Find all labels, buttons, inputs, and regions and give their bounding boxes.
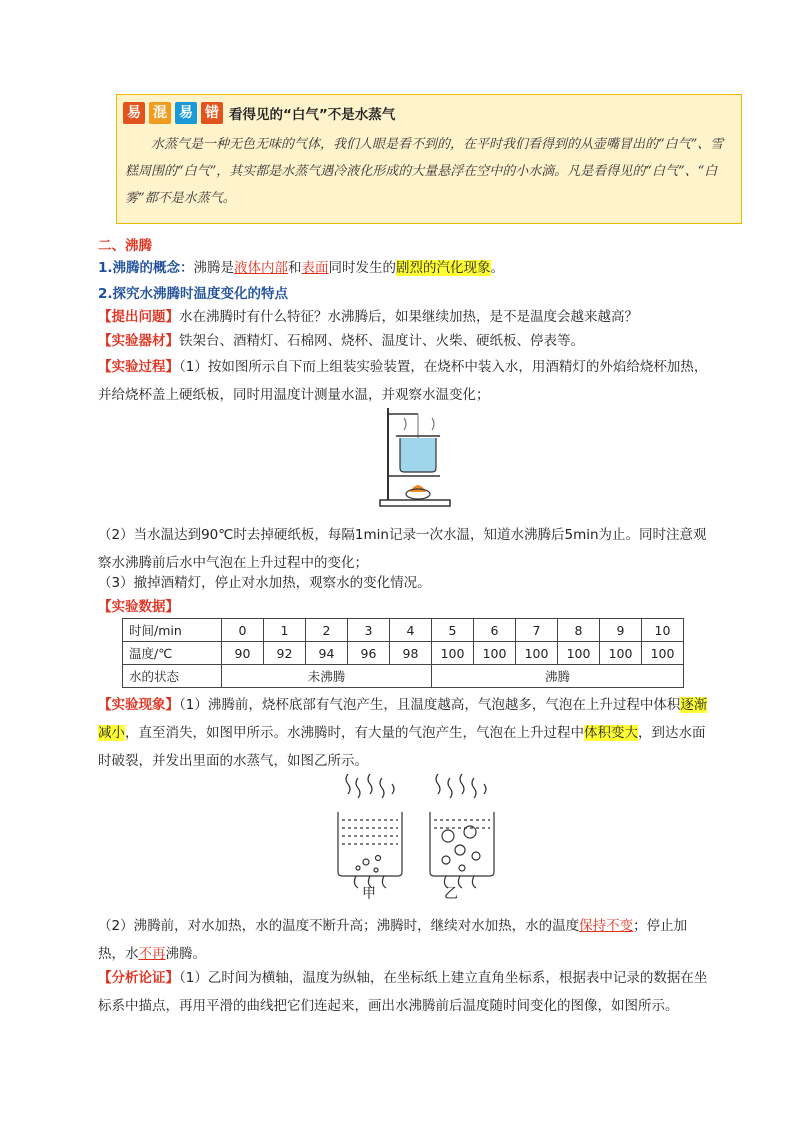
concept-line	[98, 254, 708, 282]
phenomenon-p2-underline-1: 保持不变	[579, 918, 634, 934]
phenomenon-highlight-1: 逐渐减小	[98, 697, 708, 741]
table-cell: 4	[390, 619, 432, 642]
callout-box	[116, 94, 742, 224]
equipment-text: 铁架台、酒精灯、石棉网、烧杯、温度计、火柴、硬纸板、停表等。	[179, 333, 584, 349]
table-cell: 96	[348, 642, 390, 665]
phenomenon-p2-text-2: ；停止加热，水	[98, 918, 688, 962]
callout-text: 水蒸气是一种无色无味的气体，我们人眼是看不到的，在平时我们看得到的从壶嘴冒出的“白气”、雪糕周围的“白气”，其实都是水蒸气遇冷液化形成的大量悬浮在空中的小水滴。凡是看得见的“白气”、“白雾”都不是水蒸气。	[125, 137, 724, 206]
state-before: 未沸腾	[222, 665, 432, 688]
bubble-figures	[330, 772, 500, 902]
concept-text-3: 同时发生的	[328, 260, 397, 276]
explore-title: 2.探究水沸腾时温度变化的特点	[98, 286, 289, 302]
process-tag: 【实验过程】	[98, 359, 179, 375]
process-step2: （2）当水温达到90℃时去掉硬纸板，每隔1min记录一次水温，知道水沸腾后5min为止。同时注意观察水沸腾前后水中气泡在上升过程中的变化；	[98, 527, 707, 571]
figure-label-a: 甲	[362, 886, 376, 902]
table-cell: 92	[264, 642, 306, 665]
data-tag-line	[98, 593, 708, 621]
table-cell: 100	[558, 642, 600, 665]
table-cell: 1	[264, 619, 306, 642]
badge-hun: 混	[149, 102, 171, 124]
table-cell: 100	[516, 642, 558, 665]
phenomenon-tag: 【实验现象】	[98, 697, 179, 713]
phenomenon-p2-text-1: （2）沸腾前，对水加热，水的温度不断升高；沸腾时，继续对水加热，水的温度	[98, 918, 580, 934]
table-cell: 9	[600, 619, 642, 642]
table-row	[123, 619, 684, 642]
equipment-line	[98, 327, 708, 355]
analysis-tag: 【分析论证】	[98, 970, 179, 986]
table-cell: 3	[348, 619, 390, 642]
section-title: 二、沸腾	[98, 238, 152, 254]
concept-text-4: 。	[490, 260, 505, 276]
concept-underline-1: 液体内部	[234, 260, 289, 276]
table-cell: 90	[222, 642, 264, 665]
phenomenon-highlight-2: 体积变大	[584, 725, 638, 741]
table-cell: 6	[474, 619, 516, 642]
table-row	[123, 665, 684, 688]
concept-underline-2: 表面	[301, 260, 329, 276]
phenomenon-p2-text-3: 沸腾。	[165, 946, 206, 962]
table-cell: 2	[306, 619, 348, 642]
table-cell: 0	[222, 619, 264, 642]
apparatus-figure	[378, 400, 458, 510]
table-cell: 100	[432, 642, 474, 665]
data-tag: 【实验数据】	[98, 599, 179, 615]
question-tag: 【提出问题】	[98, 309, 179, 325]
question-text: 水在沸腾时有什么特征？水沸腾后，如果继续加热，是不是温度会越来越高？	[179, 309, 638, 325]
concept-highlight: 剧烈的汽化现象	[396, 260, 491, 276]
phenomenon-text-1: （1）沸腾前，烧杯底部有气泡产生，且温度越高，气泡越多，气泡在上升过程中体积	[179, 697, 681, 713]
table-cell: 5	[432, 619, 474, 642]
analysis-para	[98, 964, 708, 1020]
equipment-tag: 【实验器材】	[98, 333, 179, 349]
figure-label-b: 乙	[444, 886, 458, 902]
data-table	[122, 618, 684, 688]
table-cell: 100	[600, 642, 642, 665]
time-label: 时间/min	[123, 619, 222, 642]
table-cell: 100	[642, 642, 684, 665]
process-step1-text: （1）按如图所示自下而上组装实验装置，在烧杯中装入水，用酒精灯的外焰给烧杯加热，并给烧杯盖上硬纸板，同时用温度计测量水温，并观察水温变化；	[98, 359, 708, 403]
phenomenon-text-2: ，直至消失，如图甲所示。水沸腾时，有大量的气泡产生，气泡在上升过程中	[125, 725, 584, 741]
state-label: 水的状态	[123, 665, 222, 688]
badge-yi: 易	[123, 102, 145, 124]
table-cell: 98	[390, 642, 432, 665]
badge-cuo: 错	[201, 102, 223, 124]
table-cell: 100	[474, 642, 516, 665]
table-row	[123, 642, 684, 665]
table-cell: 7	[516, 619, 558, 642]
temp-label: 温度/℃	[123, 642, 222, 665]
callout-title: 看得见的“白气”不是水蒸气	[229, 107, 396, 123]
badge-yi2: 易	[175, 102, 197, 124]
phenomenon-text-3: ，到达水面时破裂，并发出里面的水蒸气，如图乙所示。	[98, 725, 706, 769]
concept-label: 1.沸腾的概念：	[98, 260, 194, 276]
table-cell: 10	[642, 619, 684, 642]
table-cell: 8	[558, 619, 600, 642]
phenomenon-p2-underline-2: 不再	[138, 946, 166, 962]
process-step3: （3）撤掉酒精灯，停止对水加热，观察水的变化情况。	[98, 575, 431, 591]
state-after: 沸腾	[432, 665, 684, 688]
analysis-text: （1）乙时间为横轴，温度为纵轴，在坐标纸上建立直角坐标系，根据表中记录的数据在坐标系中描点，再用平滑的曲线把它们连起来，画出水沸腾前后温度随时间变化的图像，如图所示。	[98, 970, 708, 1014]
concept-text-2: 和	[288, 260, 302, 276]
phenomenon-para2	[98, 912, 708, 968]
phenomenon-para1	[98, 691, 708, 775]
table-cell: 94	[306, 642, 348, 665]
concept-text-1: 沸腾是	[193, 260, 235, 276]
